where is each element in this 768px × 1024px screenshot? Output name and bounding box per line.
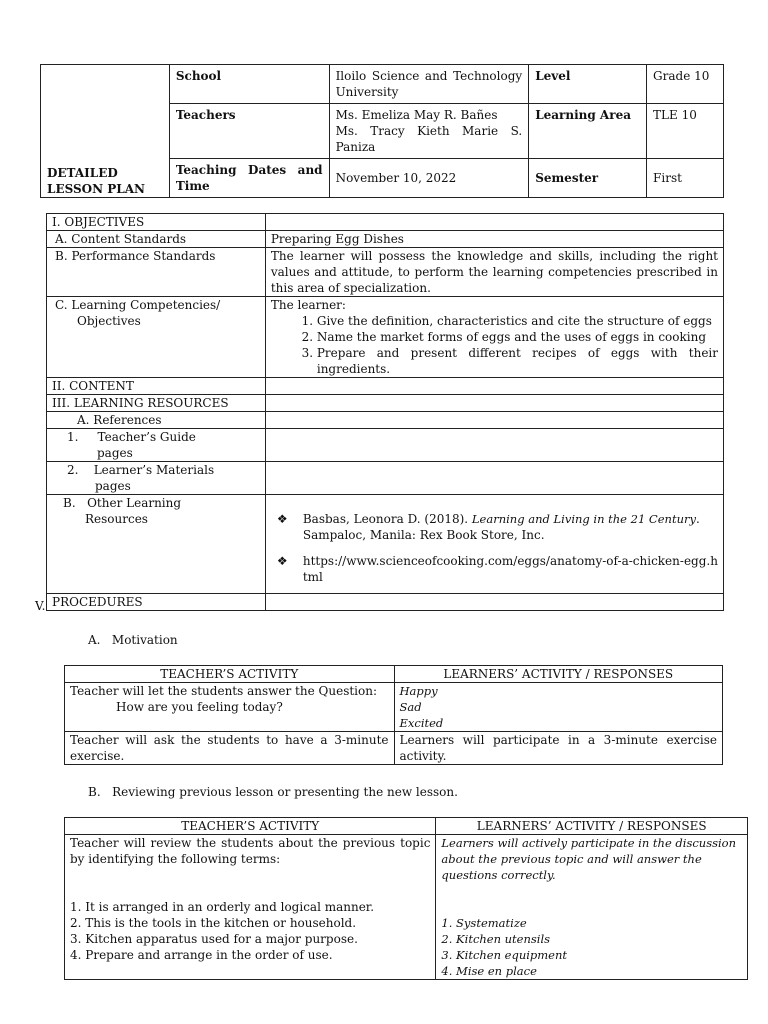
review-learners-cell: [436, 835, 748, 980]
motivation-row2-learners: Learners will participate in a 3-minute exercise activity.: [394, 732, 723, 765]
content-standards-label: A. Content Standards: [47, 231, 266, 248]
review-table: [64, 817, 748, 980]
references-blank: [265, 412, 723, 429]
resource-1-publisher: Sampaloc, Manila: Rex Book Store, Inc.: [302, 528, 545, 542]
competencies-label-line2: Objectives: [77, 314, 141, 328]
teachers-guide-label: [47, 429, 266, 462]
content-standards-value: Preparing Egg Dishes: [265, 231, 723, 248]
motivation-question: How are you feeling today?: [116, 700, 283, 714]
competency-item: 3. Prepare and present different recipes of eggs with their ingredients.: [317, 345, 718, 377]
review-term: 3. Kitchen apparatus used for a major purpose.: [70, 932, 358, 946]
lesson-plan-title-line1: DETAILED: [47, 166, 118, 180]
level-label: Level: [529, 65, 647, 104]
school-label: School: [169, 65, 329, 104]
review-teacher-header: TEACHER’S ACTIVITY: [65, 818, 436, 835]
teacher-name-2: Ms. Tracy Kieth Marie S. Paniza: [335, 124, 523, 154]
review-learners-header: LEARNERS’ ACTIVITY / RESPONSES: [436, 818, 748, 835]
motivation-label: A. Motivation: [88, 633, 178, 647]
dates-label: Teaching Dates and Time: [169, 159, 329, 198]
procedures-heading: PROCEDURES: [47, 594, 266, 611]
procedures-number: V.: [35, 599, 46, 613]
teacher-name-1: Ms. Emeliza May R. Bañes: [335, 108, 498, 122]
review-term: 1. It is arranged in an orderly and logical manner.: [70, 900, 375, 914]
learners-materials-line2: pages: [95, 479, 131, 493]
competencies-label: [47, 297, 266, 378]
review-label: B. Reviewing previous lesson or presenting the new lesson.: [88, 785, 458, 799]
review-teacher-cell: [65, 835, 436, 980]
resource-item: [271, 511, 718, 543]
references-label: A. References: [47, 412, 266, 429]
response-item: Sad: [399, 700, 422, 714]
resource-1-author: Basbas, Leonora D. (2018).: [302, 512, 472, 526]
motivation-row1-teacher: [65, 683, 395, 732]
content-heading-blank: [265, 378, 723, 395]
review-term: 2. This is the tools in the kitchen or household.: [70, 916, 357, 930]
resource-1-title: Learning and Living in the 21 Century: [471, 512, 696, 526]
motivation-question-intro: Teacher will let the students answer the Question:: [70, 684, 378, 698]
review-answer: 2. Kitchen utensils: [441, 932, 551, 946]
learning-area-value: TLE 10: [647, 104, 724, 159]
competencies-intro: The learner:: [270, 298, 346, 312]
review-term: 4. Prepare and arrange in the order of use.: [70, 948, 333, 962]
learners-materials-line1: 2. Learner’s Materials: [67, 463, 215, 477]
competencies-value: [265, 297, 723, 378]
other-resources-label: [47, 495, 266, 594]
review-answer: 1. Systematize: [441, 916, 527, 930]
learning-resources-blank: [265, 395, 723, 412]
motivation-row1-responses: [394, 683, 723, 732]
review-answer: 3. Kitchen equipment: [441, 948, 568, 962]
semester-label: Semester: [529, 159, 647, 198]
procedures-blank: [265, 594, 723, 611]
motivation-teacher-header: TEACHER’S ACTIVITY: [65, 666, 395, 683]
other-resources-line2: Resources: [85, 512, 148, 526]
resource-item: [271, 553, 718, 585]
resource-1-end: .: [695, 512, 700, 526]
objectives-heading-blank: [265, 214, 723, 231]
lesson-plan-title-cell: [41, 65, 170, 198]
response-item: Excited: [399, 716, 444, 730]
performance-standards-value: The learner will possess the knowledge and skills, including the right values and attitude, to perform the learning competencies prescribed in this area of specialization.: [265, 248, 723, 297]
lesson-plan-header-table: [40, 64, 724, 198]
resource-2-url[interactable]: https://www.scienceofcooking.com/eggs/anatomy-of-a-chicken-egg.html: [302, 554, 718, 584]
content-heading: II. CONTENT: [47, 378, 266, 395]
review-learners-intro: Learners will actively participate in the discussion about the previous topic and will answer the questions correctly.: [441, 836, 737, 882]
motivation-table: [64, 665, 723, 765]
diamond-bullet-icon: ❖: [276, 512, 288, 526]
teachers-guide-line2: pages: [97, 446, 133, 460]
objectives-table: [46, 213, 724, 611]
competencies-list: [271, 313, 718, 377]
objectives-heading: I. OBJECTIVES: [47, 214, 266, 231]
dates-value: November 10, 2022: [329, 159, 529, 198]
level-value: Grade 10: [647, 65, 724, 104]
review-answer: 4. Mise en place: [441, 964, 537, 978]
learning-area-label: Learning Area: [529, 104, 647, 159]
review-teacher-intro: Teacher will review the students about the previous topic by identifying the following terms:: [70, 836, 431, 866]
diamond-bullet-icon: ❖: [276, 554, 288, 568]
lesson-plan-title-line2: LESSON PLAN: [47, 182, 145, 196]
other-resources-value: [265, 495, 723, 594]
motivation-learners-header: LEARNERS’ ACTIVITY / RESPONSES: [394, 666, 723, 683]
performance-standards-label: B. Performance Standards: [47, 248, 266, 297]
school-value: Iloilo Science and Technology University: [329, 65, 529, 104]
competency-item: 1. Give the definition, characteristics and cite the structure of eggs: [317, 313, 718, 329]
competencies-label-line1: C. Learning Competencies/: [55, 298, 221, 312]
teachers-guide-line1: 1. Teacher’s Guide: [67, 430, 196, 444]
teachers-label: Teachers: [169, 104, 329, 159]
response-item: Happy: [399, 684, 438, 698]
other-resources-line1: B. Other Learning: [63, 496, 182, 510]
teachers-value: [329, 104, 529, 159]
learners-materials-label: [47, 462, 266, 495]
teachers-guide-blank: [265, 429, 723, 462]
motivation-row2-teacher: Teacher will ask the students to have a 3-minute exercise.: [65, 732, 395, 765]
learning-resources-heading: III. LEARNING RESOURCES: [47, 395, 266, 412]
competency-item: 2. Name the market forms of eggs and the uses of eggs in cooking: [317, 329, 718, 345]
semester-value: First: [647, 159, 724, 198]
learners-materials-blank: [265, 462, 723, 495]
